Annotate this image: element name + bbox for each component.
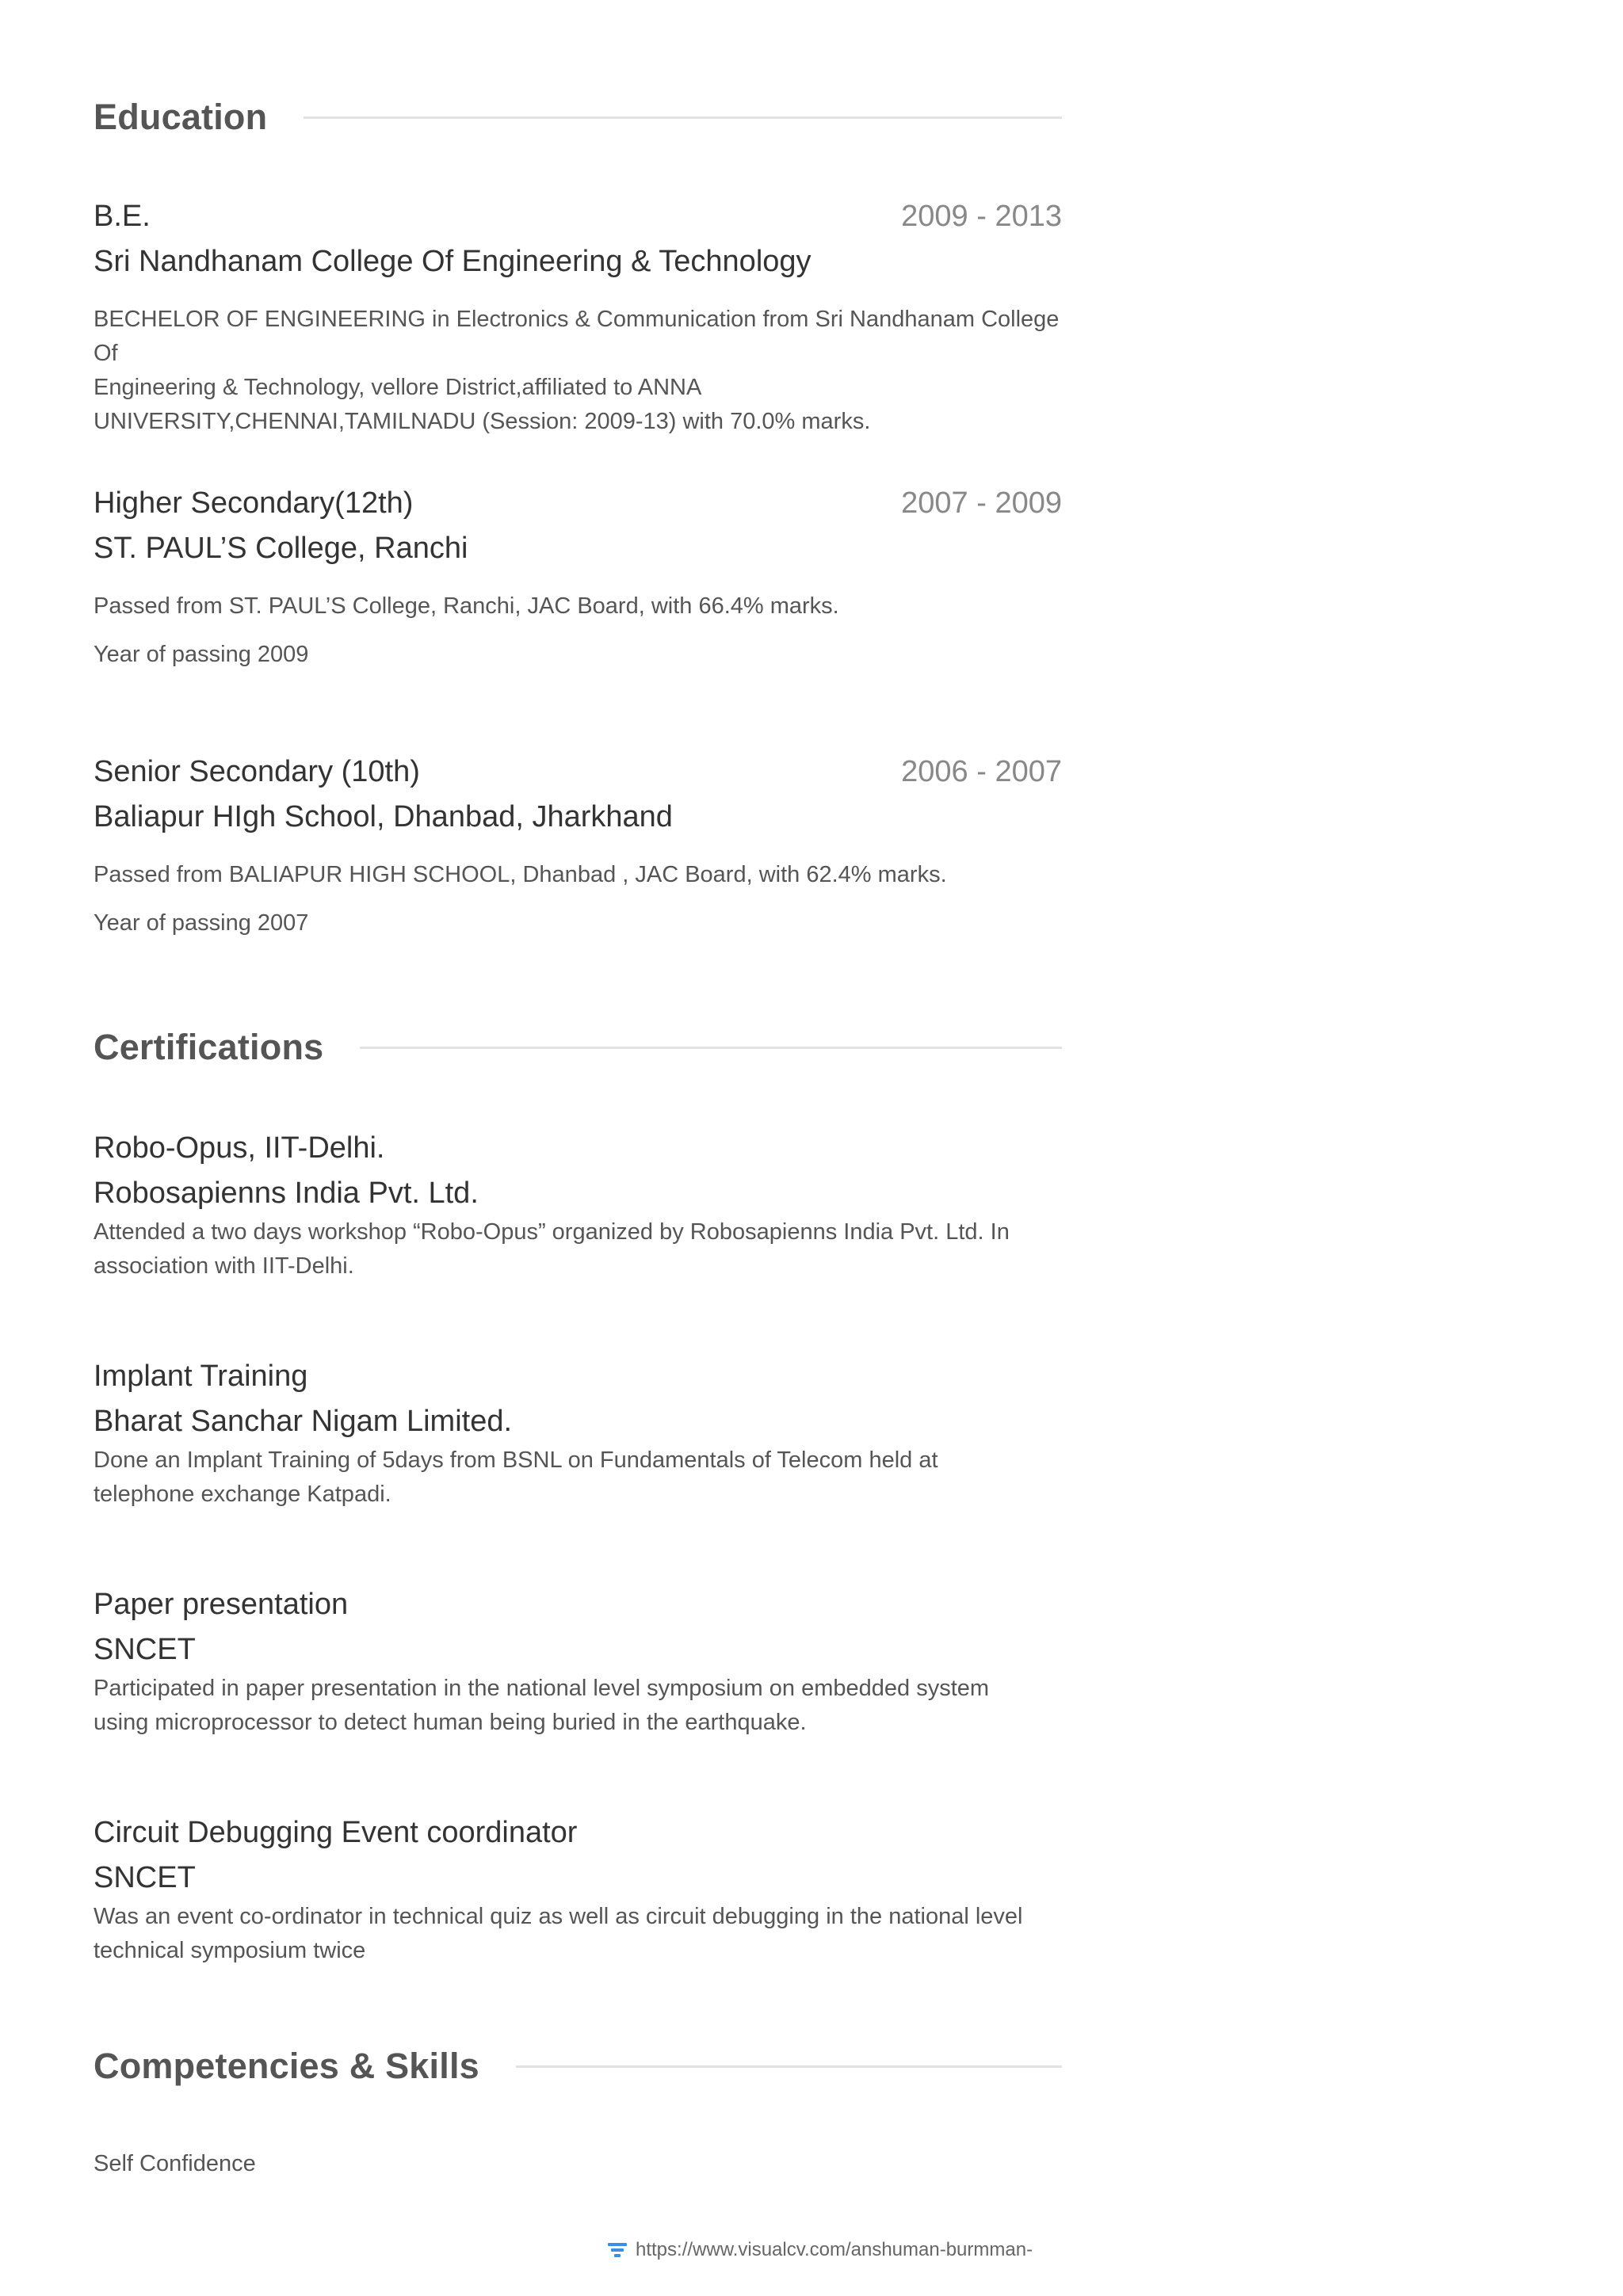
description-line: Was an event co-ordinator in technical quiz as well as circuit debugging in the national level — [94, 1904, 1023, 1929]
skill-item — [94, 2147, 1062, 2181]
education-entry — [94, 755, 1062, 940]
description-line: Engineering & Technology, vellore District,affiliated to ANNA — [94, 375, 702, 400]
certification-title: Implant Training — [94, 1360, 308, 1393]
degree-title: Higher Secondary(12th) — [94, 486, 414, 520]
certification-entry — [94, 1816, 1062, 1968]
date-range: 2007 - 2009 — [901, 486, 1062, 520]
certification-title: Robo-Opus, IIT-Delhi. — [94, 1131, 385, 1165]
certification-org: Robosapienns India Pvt. Ltd. — [94, 1177, 479, 1210]
education-section-header — [94, 97, 1062, 138]
certification-entry — [94, 1360, 1062, 1512]
description-line: BECHELOR OF ENGINEERING in Electronics & Communication from Sri Nandhanam College Of — [94, 307, 1060, 366]
section-divider — [360, 1047, 1062, 1049]
education-entry — [94, 486, 1062, 672]
school-name: Baliapur HIgh School, Dhanbad, Jharkhand — [94, 800, 673, 833]
education-entry — [94, 200, 1062, 439]
certifications-section-header — [94, 1027, 1062, 1068]
skill-label: Self Confidence — [94, 2151, 256, 2176]
section-divider — [304, 116, 1062, 119]
description-line: technical symposium twice — [94, 1938, 366, 1963]
description-line: telephone exchange Katpadi. — [94, 1482, 391, 1507]
date-range: 2006 - 2007 — [901, 755, 1062, 788]
certification-title: Circuit Debugging Event coordinator — [94, 1816, 578, 1849]
certification-org: SNCET — [94, 1633, 196, 1666]
visualcv-logo-icon — [607, 2241, 628, 2259]
section-divider — [516, 2065, 1062, 2068]
certification-entry — [94, 1588, 1062, 1740]
certification-entry — [94, 1131, 1062, 1283]
footer-url[interactable]: https://www.visualcv.com/anshuman-burmman- — [636, 2239, 1033, 2260]
skills-heading: Competencies & Skills — [94, 2046, 479, 2086]
description-line: Done an Implant Training of 5days from BSNL on Fundamentals of Telecom held at — [94, 1447, 938, 1473]
footer-link[interactable] — [607, 2239, 1033, 2261]
degree-title: Senior Secondary (10th) — [94, 755, 420, 788]
skills-section-header — [94, 2046, 1062, 2087]
description-line: association with IIT-Delhi. — [94, 1253, 354, 1279]
education-heading: Education — [94, 97, 268, 137]
description-line: using microprocessor to detect human being buried in the earthquake. — [94, 1710, 807, 1735]
description-line: Year of passing 2007 — [94, 910, 309, 936]
school-name: Sri Nandhanam College Of Engineering & Technology — [94, 245, 812, 278]
certification-org: SNCET — [94, 1861, 196, 1894]
degree-title: B.E. — [94, 200, 151, 233]
description-line: Participated in paper presentation in the national level symposium on embedded system — [94, 1676, 990, 1701]
description-line: UNIVERSITY,CHENNAI,TAMILNADU (Session: 2009-13) with 70.0% marks. — [94, 409, 871, 434]
date-range: 2009 - 2013 — [901, 200, 1062, 233]
description-line: Passed from ST. PAUL’S College, Ranchi, JAC Board, with 66.4% marks. — [94, 593, 839, 619]
description-line: Attended a two days workshop “Robo-Opus” organized by Robosapienns India Pvt. Ltd. In — [94, 1219, 1010, 1245]
certification-title: Paper presentation — [94, 1588, 349, 1621]
certifications-heading: Certifications — [94, 1027, 324, 1067]
school-name: ST. PAUL’S College, Ranchi — [94, 532, 468, 565]
description-line: Year of passing 2009 — [94, 642, 309, 667]
certification-org: Bharat Sanchar Nigam Limited. — [94, 1405, 513, 1438]
description-line: Passed from BALIAPUR HIGH SCHOOL, Dhanbad , JAC Board, with 62.4% marks. — [94, 862, 947, 887]
